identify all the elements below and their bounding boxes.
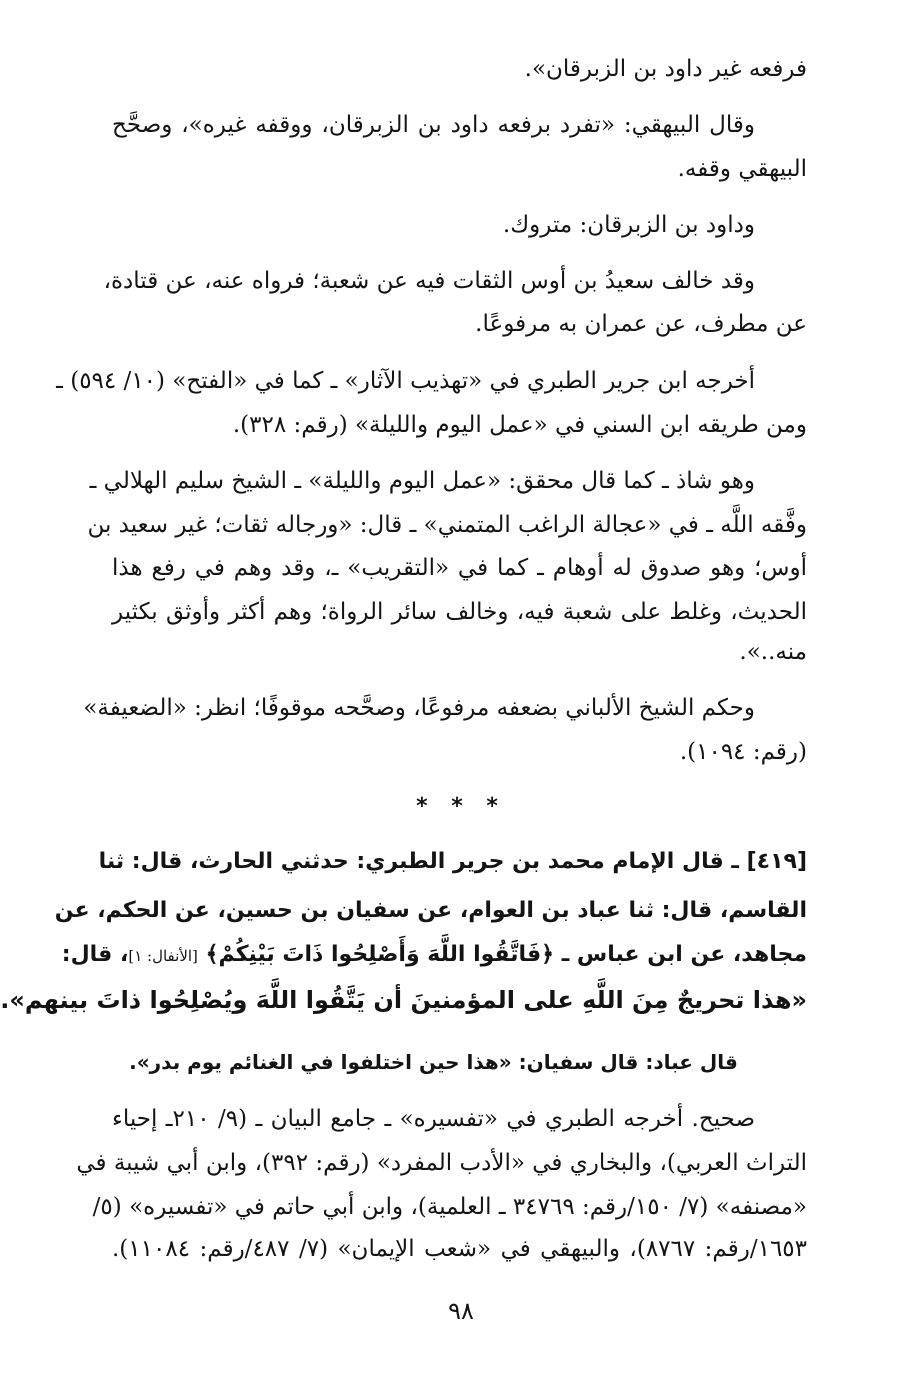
text-line-9: وهو شاذ ـ كما قال محقق: «عمل اليوم والليلة» ـ الشيخ سليم الهلالي ـ [89,468,755,494]
text-line-1: فرفعه غير داود بن الزبرقان». [524,56,807,82]
text-line-2: وقال البيهقي: «تفرد برفعه داود بن الزبرقان، ووقفه غيره»، وصحَّح [112,112,755,138]
page-number: ٩٨ [448,1297,474,1325]
text-line-8: ومن طريقه ابن السني في «عمل اليوم والليلة» (رقم: ٣٢٨). [232,412,807,438]
takhrij-line-4: ١٦٥٣/رقم: ٨٧٦٧)، والبيهقي في «شعب الإيمان» (٧/ ٤٨٧/رقم: ١١٠٨٤). [112,1236,808,1262]
text-line-14: وحكم الشيخ الألباني بضعفه مرفوعًا، وصحَّحه موقوفًا؛ انظر: «الضعيفة» [83,695,755,721]
text-line-4: وداود بن الزبرقان: متروك. [502,212,755,238]
text-line-11: أوس؛ وهو صدوق له أوهام ـ كما في «التقريب» ـ، وقد وهم في رفع هذا [112,555,807,581]
book-page [1,0,921,1389]
hadith-line-3-end: ، قال: [61,942,129,967]
quran-reference: [الأنفال: ١] [128,947,198,965]
hadith-line-1: [٤١٩] ـ قال الإمام محمد بن جرير الطبري: حدثني الحارث، قال: ثنا [98,849,807,874]
section-separator: * * * [416,794,506,819]
hadith-line-2: القاسم، قال: ثنا عباد بن العوام، عن سفيان بن حسين، عن الحكم، عن [54,898,807,923]
text-line-5: وقد خالف سعيدُ بن أوس الثقات فيه عن شعبة؛ فرواه عنه، عن قتادة، [103,268,755,294]
hadith-line-3-text: مجاهد، عن ابن عباس ـ ﴿فَاتَّقُوا اللَّهَ وَأَصْلِحُوا ذَاتَ بَيْنِكُمْ﴾ [205,942,807,967]
hadith-line-3 [61,942,807,967]
text-line-13: منه..». [739,639,807,665]
text-line-10: وفَّقه اللَّه ـ في «عجالة الراغب المتمني» ـ قال: «ورجاله ثقات؛ غير سعيد بن [87,512,807,538]
text-line-15: (رقم: ١٠٩٤). [679,739,807,765]
hadith-addendum: قال عباد: قال سفيان: «هذا حين اختلفوا في الغنائم يوم بدر». [129,1050,738,1074]
text-line-3: البيهقي وقفه. [677,156,807,182]
text-line-7: أخرجه ابن جرير الطبري في «تهذيب الآثار» ـ كما في «الفتح» (١٠/ ٥٩٤) ـ [56,368,755,394]
takhrij-line-3: «مصنفه» (٧/ ١٥٠/رقم: ٣٤٧٦٩ ـ العلمية)، وابن أبي حاتم في «تفسيره» (٥/ [92,1194,807,1220]
hadith-line-4: «هذا تحريجٌ مِنَ اللَّهِ على المؤمنينَ أن يَتَّقُوا اللَّهَ ويُصْلِحُوا ذاتَ بينهم». [0,986,807,1014]
text-line-6: عن مطرف، عن عمران به مرفوعًا. [475,311,807,337]
text-line-12: الحديث، وغلط على شعبة فيه، وخالف سائر الرواة؛ وهم أكثر وأوثق بكثير [112,599,807,625]
takhrij-line-1: صحيح. أخرجه الطبري في «تفسيره» ـ جامع البيان ـ (٩/ ٢١٠ـ إحياء [112,1106,756,1132]
takhrij-line-2: التراث العربي)، والبخاري في «الأدب المفرد» (رقم: ٣٩٢)، وابن أبي شيبة في [76,1150,807,1176]
